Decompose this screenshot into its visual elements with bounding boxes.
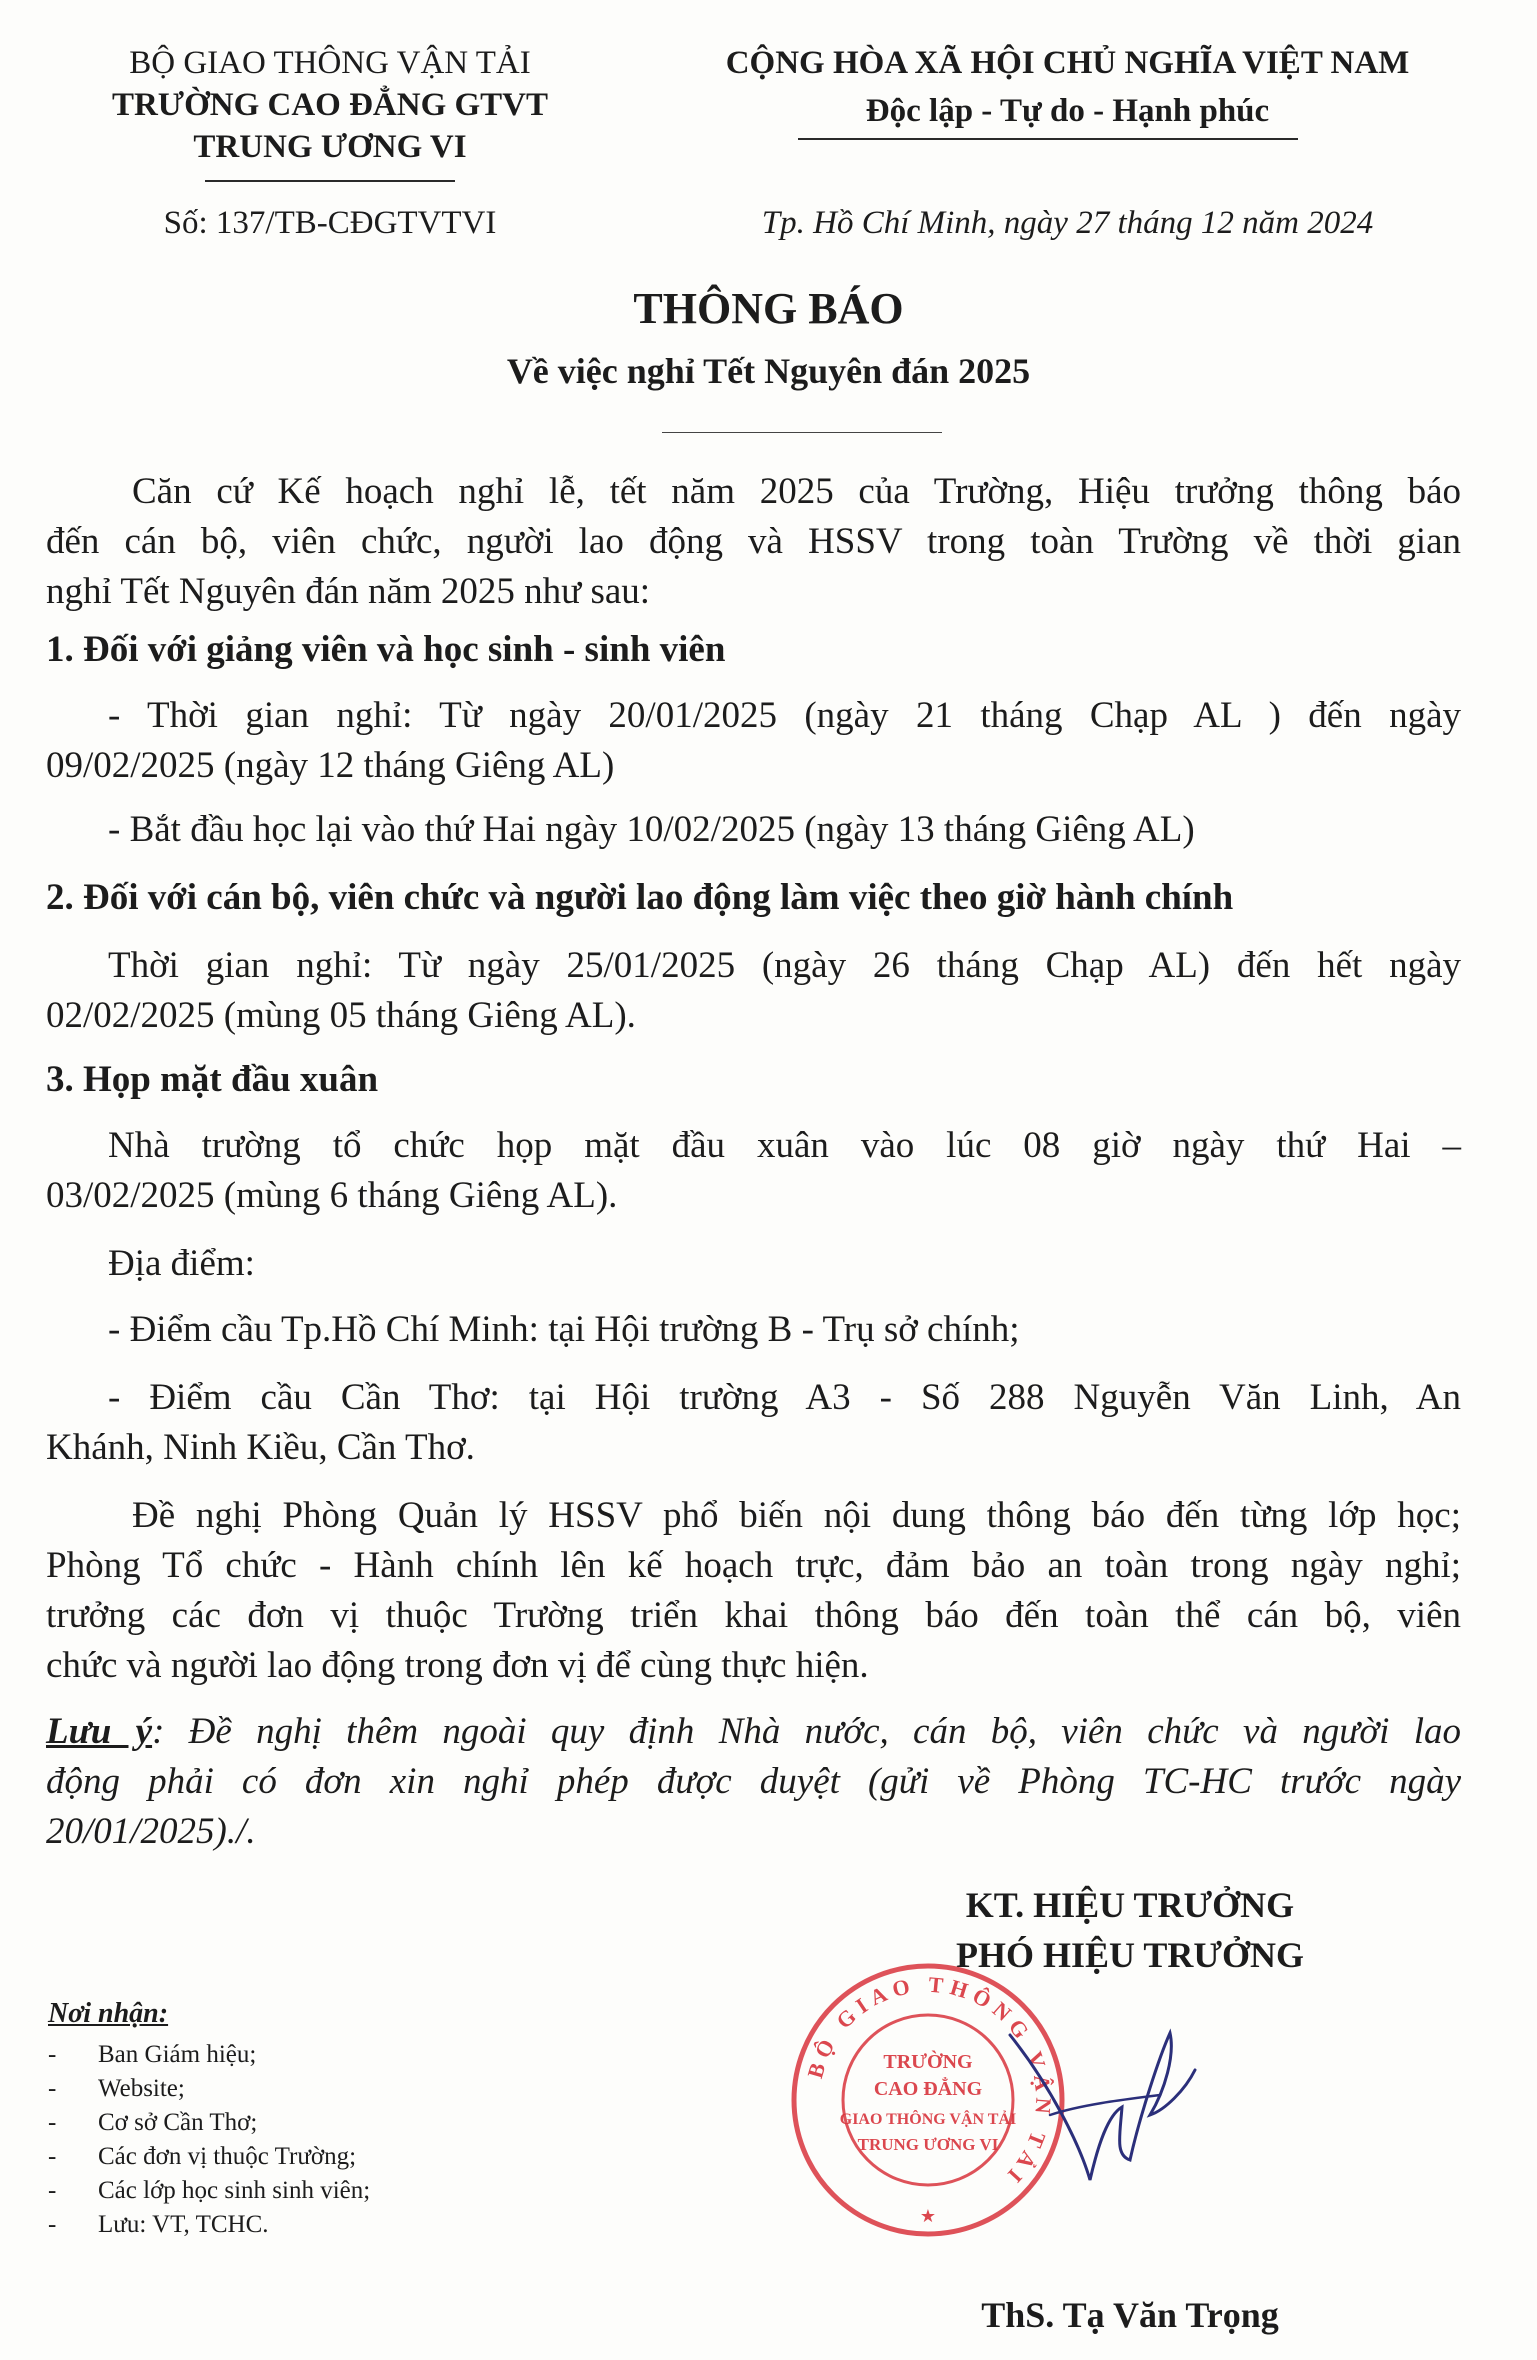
section-1-item-2: - Bắt đầu học lại vào thứ Hai ngày 10/02/2025 (ngày 13 tháng Giêng AL): [108, 809, 1195, 850]
signer-name: ThS. Tạ Văn Trọng: [981, 2295, 1279, 2335]
handwritten-signature: [990, 1995, 1210, 2195]
closing-line-1: Đề nghị Phòng Quản lý HSSV phổ biến nội dung thông báo đến từng lớp học;: [132, 1495, 1461, 1536]
agency-header: [40, 42, 620, 168]
document-number: Số: 137/TB-CĐGTVTVI: [163, 205, 497, 241]
recipients-list: [48, 2038, 648, 2258]
place-and-date: Tp. Hồ Chí Minh, ngày 27 tháng 12 năm 2024: [761, 205, 1374, 241]
section-1-item-1-line-2: 09/02/2025 (ngày 12 tháng Giêng AL): [46, 745, 615, 786]
signature-title-2: PHÓ HIỆU TRƯỞNG: [955, 1935, 1305, 1975]
intro-line-1: Căn cứ Kế hoạch nghỉ lễ, tết năm 2025 của Trường, Hiệu trưởng thông báo: [132, 471, 1461, 512]
list-item: - Các đơn vị thuộc Trường;: [48, 2140, 648, 2173]
stamp-star-icon: ★: [919, 2206, 937, 2226]
closing-line-2: Phòng Tổ chức - Hành chính lên kế hoạch trực, đảm bảo an toàn trong ngày nghỉ;: [46, 1545, 1461, 1586]
signature-scribble: [990, 1995, 1210, 2195]
school-name-line2: TRUNG ƯƠNG VI: [193, 129, 467, 165]
section-2-heading: 2. Đối với cán bộ, viên chức và người lao động làm việc theo giờ hành chính: [46, 877, 1234, 918]
closing-line-3: trưởng các đơn vị thuộc Trường triển khai thông báo đến toàn thể cán bộ, viên: [46, 1595, 1461, 1636]
stamp-ring-text: BỘ GIAO THÔNG VẬN TẢI: [802, 1971, 1057, 2192]
section-3-heading: 3. Họp mặt đầu xuân: [46, 1059, 379, 1100]
document-title: THÔNG BÁO: [633, 284, 904, 333]
note-label: Lưu ý: [46, 1711, 153, 1752]
section-3-line-1: Nhà trường tổ chức họp mặt đầu xuân vào lúc 08 giờ ngày thứ Hai –: [108, 1125, 1461, 1166]
school-name-line1: TRƯỜNG CAO ĐẲNG GTVT: [111, 87, 549, 123]
list-item: - Lưu: VT, TCHC.: [48, 2208, 648, 2241]
recipient-5: Các lớp học sinh sinh viên;: [98, 2177, 371, 2204]
motto-underline: [798, 138, 1298, 140]
location-item-2-line-1: - Điểm cầu Cần Thơ: tại Hội trường A3 - Số 288 Nguyễn Văn Linh, An: [108, 1377, 1461, 1418]
stamp-line-4: TRUNG ƯƠNG VI: [857, 2135, 999, 2154]
location-item-1: - Điểm cầu Tp.Hồ Chí Minh: tại Hội trường B - Trụ sở chính;: [108, 1309, 1020, 1350]
nation-name: CỘNG HÒA XÃ HỘI CHỦ NGHĨA VIỆT NAM: [725, 45, 1410, 81]
recipient-3: Cơ sở Cần Thơ;: [98, 2109, 258, 2136]
note-line-1: [46, 1708, 1461, 1756]
note-line-1-text: : Đề nghị thêm ngoài quy định Nhà nước, cán bộ, viên chức và người lao: [152, 1711, 1461, 1752]
location-label: Địa điểm:: [108, 1243, 255, 1284]
title-divider: [662, 432, 942, 433]
stamp-line-1: TRƯỜNG: [883, 2051, 973, 2073]
section-2-line-2: 02/02/2025 (mùng 05 tháng Giêng AL).: [46, 995, 636, 1036]
section-1-item-1-line-1: - Thời gian nghỉ: Từ ngày 20/01/2025 (ngày 21 tháng Chạp AL ) đến ngày: [108, 695, 1461, 736]
signature-title-1: KT. HIỆU TRƯỞNG: [965, 1885, 1295, 1925]
closing-line-4: chức và người lao động trong đơn vị để cùng thực hiện.: [46, 1645, 869, 1686]
list-item: - Các lớp học sinh sinh viên;: [48, 2174, 648, 2207]
stamp-line-3: GIAO THÔNG VẬN TẢI: [839, 2111, 1017, 2128]
list-item: - Cơ sở Cần Thơ;: [48, 2106, 648, 2139]
section-2-line-1: Thời gian nghỉ: Từ ngày 25/01/2025 (ngày 26 tháng Chạp AL) đến hết ngày: [108, 945, 1461, 986]
agency-underline: [205, 180, 455, 182]
stamp-line-2: CAO ĐẲNG: [873, 2078, 983, 2100]
recipient-4: Các đơn vị thuộc Trường;: [98, 2143, 357, 2170]
recipient-6: Lưu: VT, TCHC.: [98, 2211, 269, 2238]
location-item-2-line-2: Khánh, Ninh Kiều, Cần Thơ.: [46, 1427, 475, 1468]
national-motto: Độc lập - Tự do - Hạnh phúc: [865, 93, 1270, 129]
note-line-2: động phải có đơn xin nghỉ phép được duyệt (gửi về Phòng TC-HC trước ngày: [46, 1761, 1461, 1802]
section-1-heading: 1. Đối với giảng viên và học sinh - sinh viên: [46, 629, 726, 670]
document-subtitle: Về việc nghỉ Tết Nguyên đán 2025: [506, 351, 1031, 391]
intro-line-3: nghỉ Tết Nguyên đán năm 2025 như sau:: [46, 571, 651, 612]
recipient-2: Website;: [98, 2075, 185, 2102]
ministry-name: BỘ GIAO THÔNG VẬN TẢI: [129, 45, 531, 81]
list-item: - Website;: [48, 2072, 648, 2105]
list-item: - Ban Giám hiệu;: [48, 2038, 648, 2071]
intro-line-2: đến cán bộ, viên chức, người lao động và HSSV trong toàn Trường về thời gian: [46, 521, 1461, 562]
note-line-3: 20/01/2025)./.: [46, 1811, 256, 1852]
recipient-1: Ban Giám hiệu;: [98, 2041, 257, 2068]
section-3-line-2: 03/02/2025 (mùng 6 tháng Giêng AL).: [46, 1175, 618, 1216]
recipients-label: Nơi nhận:: [48, 1998, 169, 2029]
